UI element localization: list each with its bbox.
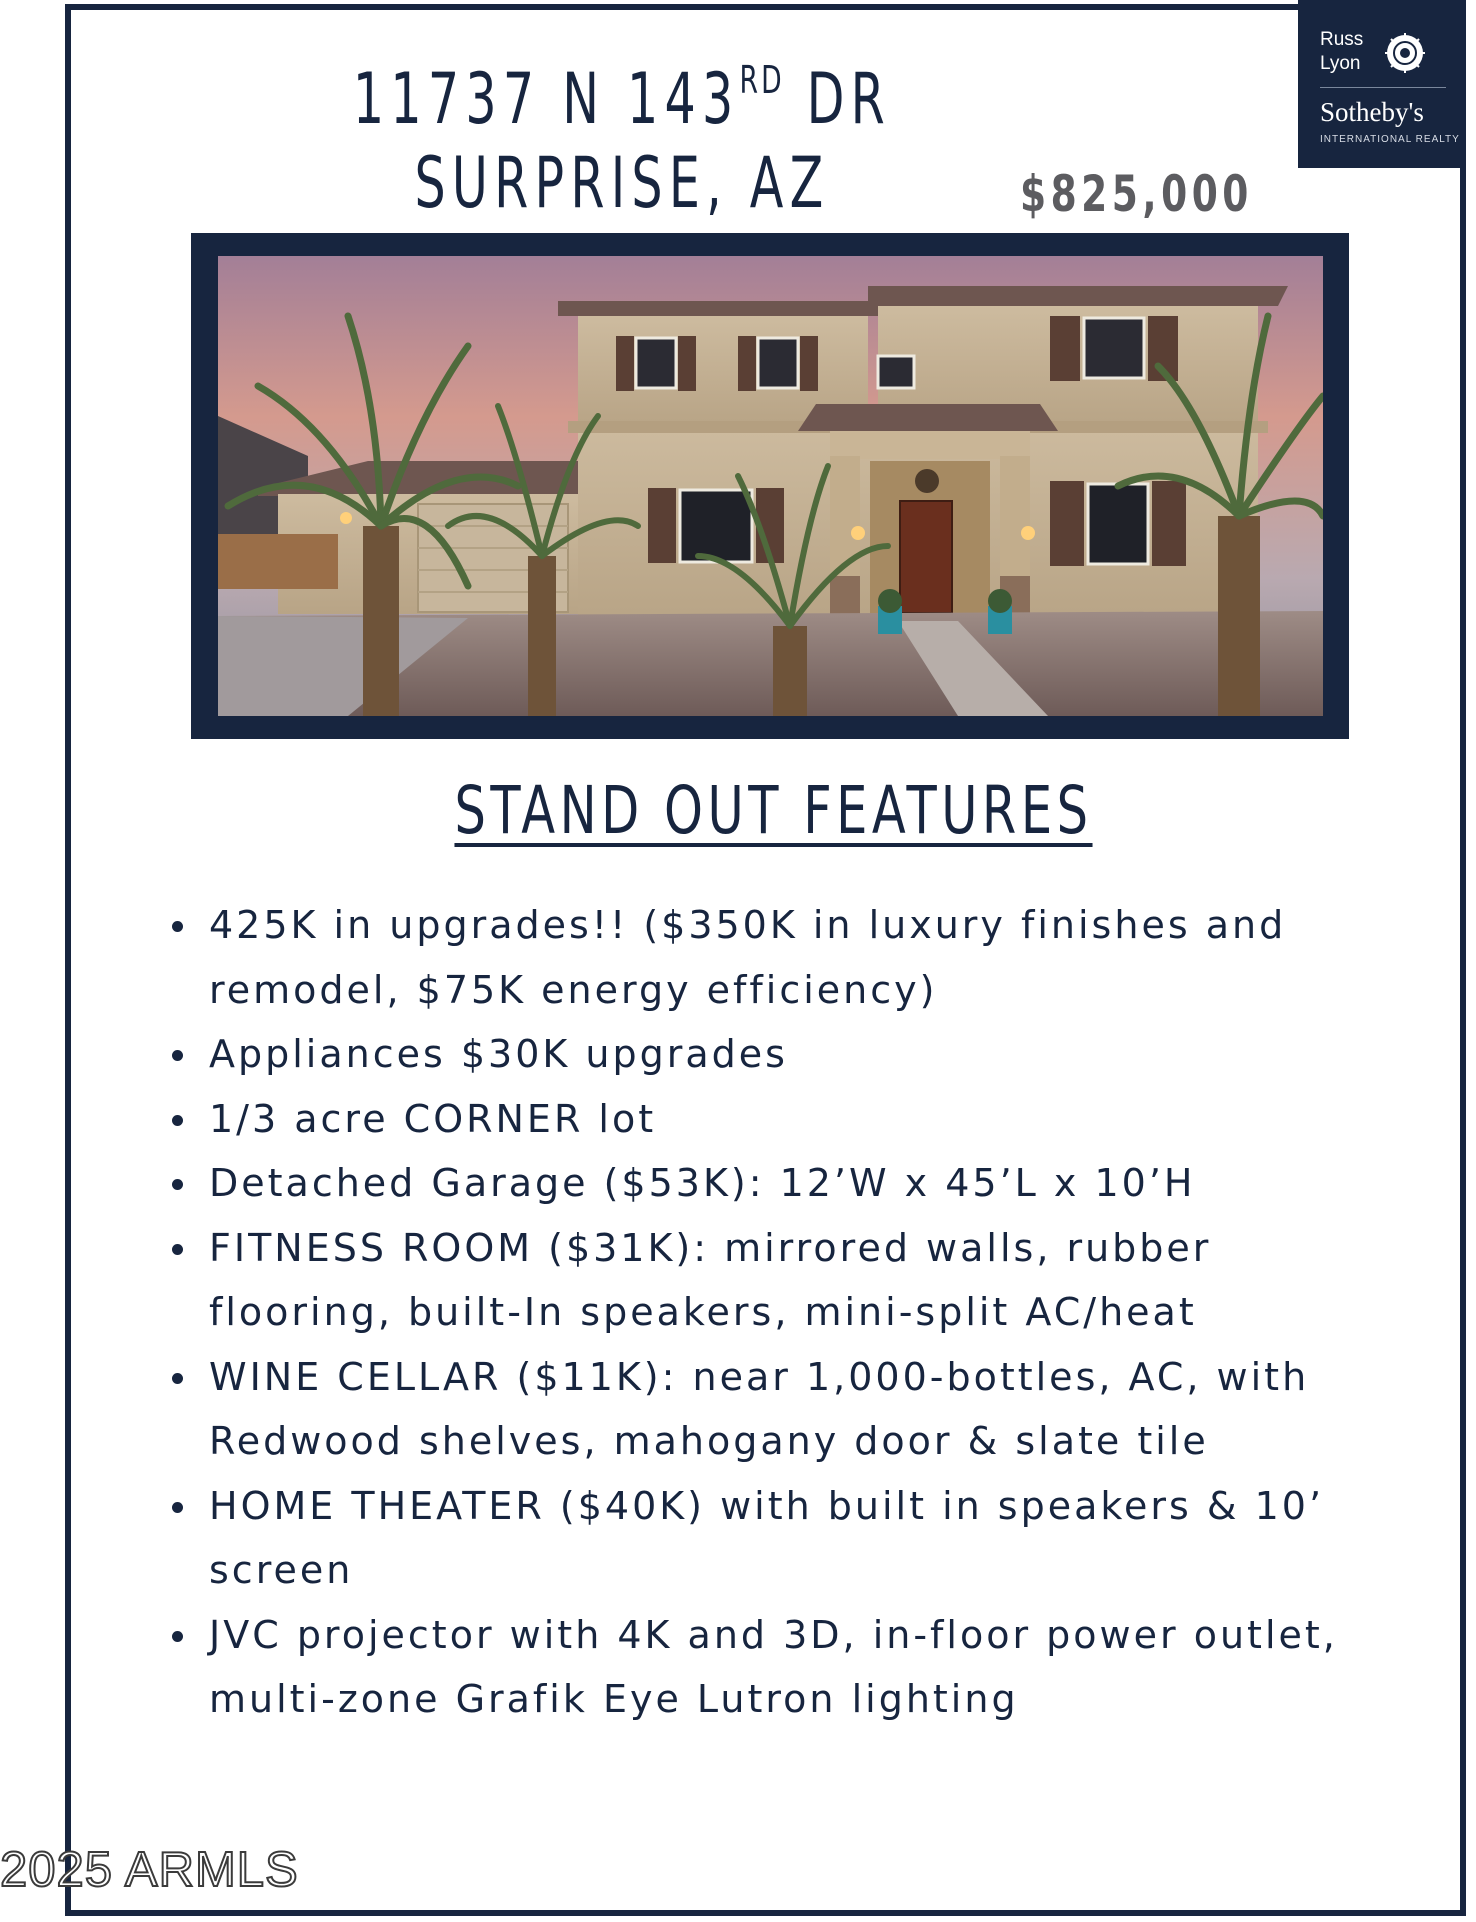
- photo-frame: [191, 233, 1349, 739]
- address-line-1: [341, 38, 903, 141]
- features-heading-text: STAND OUT FEATURES: [454, 772, 1093, 849]
- feature-item: HOME THEATER ($40K) with built in speakers & 10’ screen: [160, 1474, 1400, 1603]
- feature-item: 425K in upgrades!! ($350K in luxury finishes and remodel, $75K energy efficiency): [160, 893, 1400, 1022]
- features-heading: [193, 772, 1353, 849]
- logo-tagline: INTERNATIONAL REALTY: [1320, 134, 1460, 145]
- address-line-2: SURPRISE, AZ: [414, 142, 830, 224]
- logo-sothebys: Sotheby's: [1320, 97, 1424, 127]
- feature-item: JVC projector with 4K and 3D, in-floor power outlet, multi-zone Grafik Eye Lutron lighting: [160, 1603, 1400, 1732]
- address-street-type: DR: [806, 58, 892, 140]
- listing-price: $825,000: [1020, 165, 1253, 223]
- house-photo: [218, 256, 1323, 716]
- copyright-watermark: 2025 ARMLS: [0, 1843, 299, 1897]
- brokerage-logo: [1298, 0, 1466, 168]
- feature-item: 1/3 acre CORNER lot: [160, 1087, 1400, 1152]
- address-street: 11737 N 143: [352, 58, 740, 140]
- address-ordinal-suffix: RD: [739, 58, 785, 102]
- feature-item: WINE CELLAR ($11K): near 1,000-bottles, AC, with Redwood shelves, mahogany door & slate tile: [160, 1345, 1400, 1474]
- logo-russ-lyon: [1320, 28, 1363, 76]
- feature-item: Appliances $30K upgrades: [160, 1022, 1400, 1087]
- features-list: [160, 893, 1400, 1732]
- house-exterior-photo-icon: [218, 256, 1323, 716]
- logo-divider: [1320, 87, 1446, 88]
- feature-item: FITNESS ROOM ($31K): mirrored walls, rubber flooring, built-In speakers, mini-split AC/heat: [160, 1216, 1400, 1345]
- logo-name-line-1: Russ: [1320, 29, 1364, 50]
- logo-name-line-2: Lyon: [1320, 53, 1361, 74]
- emblem-icon: [1384, 32, 1426, 74]
- feature-item: Detached Garage ($53K): 12’W x 45’L x 10’H: [160, 1151, 1400, 1216]
